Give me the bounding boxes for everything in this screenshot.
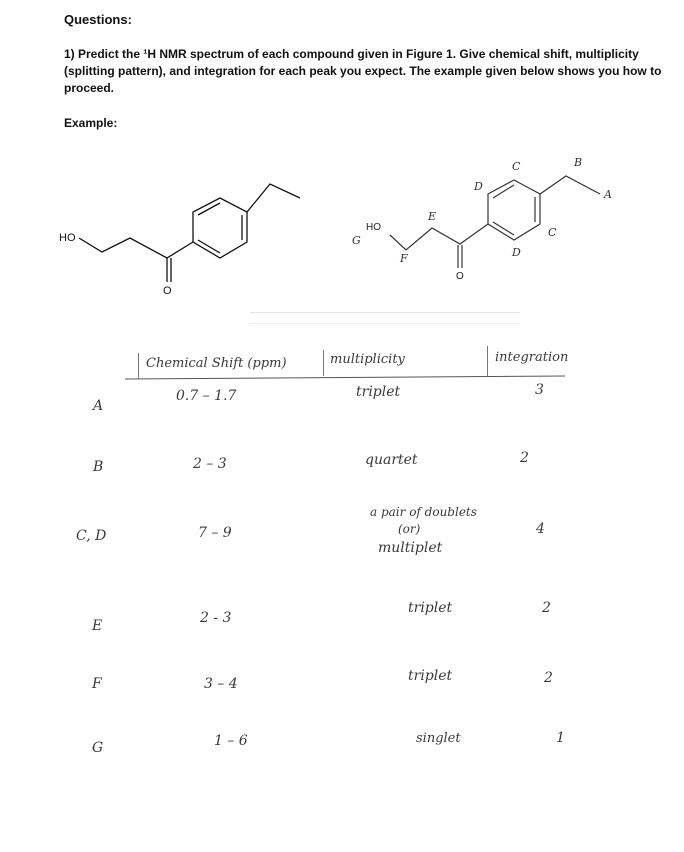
header-integration: integration: [495, 350, 569, 365]
ho-label: HO: [59, 232, 76, 244]
row-b-multiplicity: quartet: [365, 452, 418, 468]
row-cd-shift: 7 – 9: [198, 525, 232, 541]
row-e-multiplicity: triplet: [408, 600, 453, 616]
label-b: B: [574, 156, 583, 169]
row-f-proton: F: [92, 676, 102, 692]
row-cd-multiplicity-alt: multiplet: [378, 540, 443, 556]
carbonyl-o-label: O: [163, 285, 172, 297]
row-e-shift: 2 - 3: [200, 610, 232, 626]
column-divider-3: [487, 346, 488, 376]
label-e: E: [428, 210, 437, 223]
row-f-integration: 2: [544, 670, 553, 686]
table-header-rule: [125, 375, 565, 379]
header-multiplicity: multiplicity: [330, 352, 405, 367]
row-cd-proton: C, D: [76, 528, 107, 544]
row-e-integration: 2: [542, 600, 551, 616]
row-cd-multiplicity: a pair of doublets: [370, 505, 477, 519]
annotated-structure: [352, 150, 652, 290]
label-d1: D: [474, 180, 483, 193]
row-g-shift: 1 – 6: [214, 733, 248, 749]
column-divider-1: [138, 353, 139, 379]
row-e-proton: E: [92, 618, 103, 634]
example-label: Example:: [64, 116, 118, 130]
row-b-shift: 2 – 3: [193, 456, 227, 472]
label-f: F: [400, 252, 408, 265]
label-c2: C: [548, 226, 557, 239]
row-f-multiplicity: triplet: [408, 668, 453, 684]
row-a-integration: 3: [535, 382, 544, 398]
row-g-proton: G: [92, 740, 104, 756]
row-g-multiplicity: singlet: [416, 731, 461, 746]
annotated-o-label: O: [456, 271, 464, 282]
show-through-texture: [250, 312, 520, 324]
row-a-shift: 0.7 – 1.7: [176, 388, 237, 404]
row-g-integration: 1: [556, 730, 565, 746]
column-divider-2: [323, 350, 324, 376]
label-a: A: [604, 188, 612, 201]
row-a-multiplicity: triplet: [356, 384, 401, 400]
annotated-ho-label: HO: [366, 222, 381, 233]
row-b-integration: 2: [520, 450, 529, 466]
label-g: G: [352, 234, 361, 247]
header-chemical-shift: Chemical Shift (ppm): [146, 356, 287, 371]
row-f-shift: 3 – 4: [204, 676, 238, 692]
row-cd-multiplicity-or: (or): [398, 522, 421, 536]
page-heading: Questions:: [64, 12, 132, 27]
question-text: 1) Predict the ¹H NMR spectrum of each compound given in Figure 1. Give chemical shift, multiplicity (splitting pattern), and integration for each peak you expect. The example given below shows you how to proceed.: [64, 47, 662, 95]
printed-structure: [55, 162, 345, 302]
row-b-proton: B: [93, 459, 104, 475]
label-d2: D: [512, 246, 521, 259]
label-c1: C: [512, 160, 521, 173]
row-a-proton: A: [93, 398, 104, 414]
row-cd-integration: 4: [536, 521, 545, 537]
